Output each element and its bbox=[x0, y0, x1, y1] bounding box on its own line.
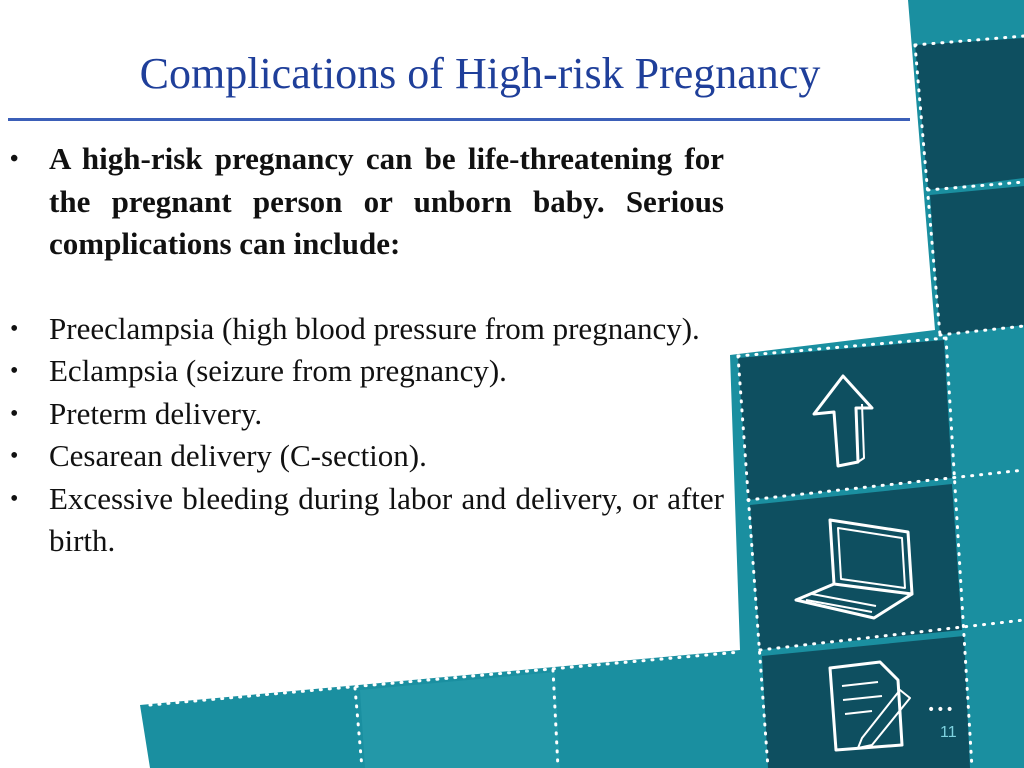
list-item bbox=[10, 350, 724, 393]
list-item-text: Eclampsia (seizure from pregnancy). bbox=[49, 353, 507, 388]
bullet: • bbox=[10, 146, 19, 172]
list-item bbox=[10, 393, 724, 436]
bullet: • bbox=[10, 400, 19, 427]
intro-paragraph bbox=[10, 138, 724, 266]
dark-tile bbox=[930, 186, 1024, 335]
list-item bbox=[10, 308, 724, 351]
spacer bbox=[10, 266, 724, 308]
title-underline bbox=[8, 118, 910, 121]
bullet: • bbox=[10, 443, 19, 469]
page-dots: ••• bbox=[927, 702, 955, 718]
bullet: • bbox=[10, 485, 19, 512]
dark-tile bbox=[738, 340, 952, 500]
slide-title: Complications of High-risk Pregnancy bbox=[139, 49, 821, 98]
dark-tile bbox=[750, 484, 962, 650]
bullet: • bbox=[10, 315, 19, 342]
slide-content bbox=[10, 138, 724, 563]
list-item-text: Preterm delivery. bbox=[49, 395, 263, 431]
list-item-text: Excessive bleeding during labor and delivery, or after birth. bbox=[49, 480, 724, 558]
intro-text: A high-risk pregnancy can be life-threatening for the pregnant person or unborn baby. Serious complications can include: bbox=[49, 141, 724, 261]
list-item bbox=[10, 478, 724, 563]
list-item-text: Cesarean delivery (C-section). bbox=[49, 438, 427, 473]
page-number: 11 bbox=[940, 724, 957, 741]
list-item-text: Preeclampsia (high blood pressure from pregnancy). bbox=[49, 310, 700, 346]
bullet: • bbox=[10, 358, 19, 384]
list-item bbox=[10, 435, 724, 478]
